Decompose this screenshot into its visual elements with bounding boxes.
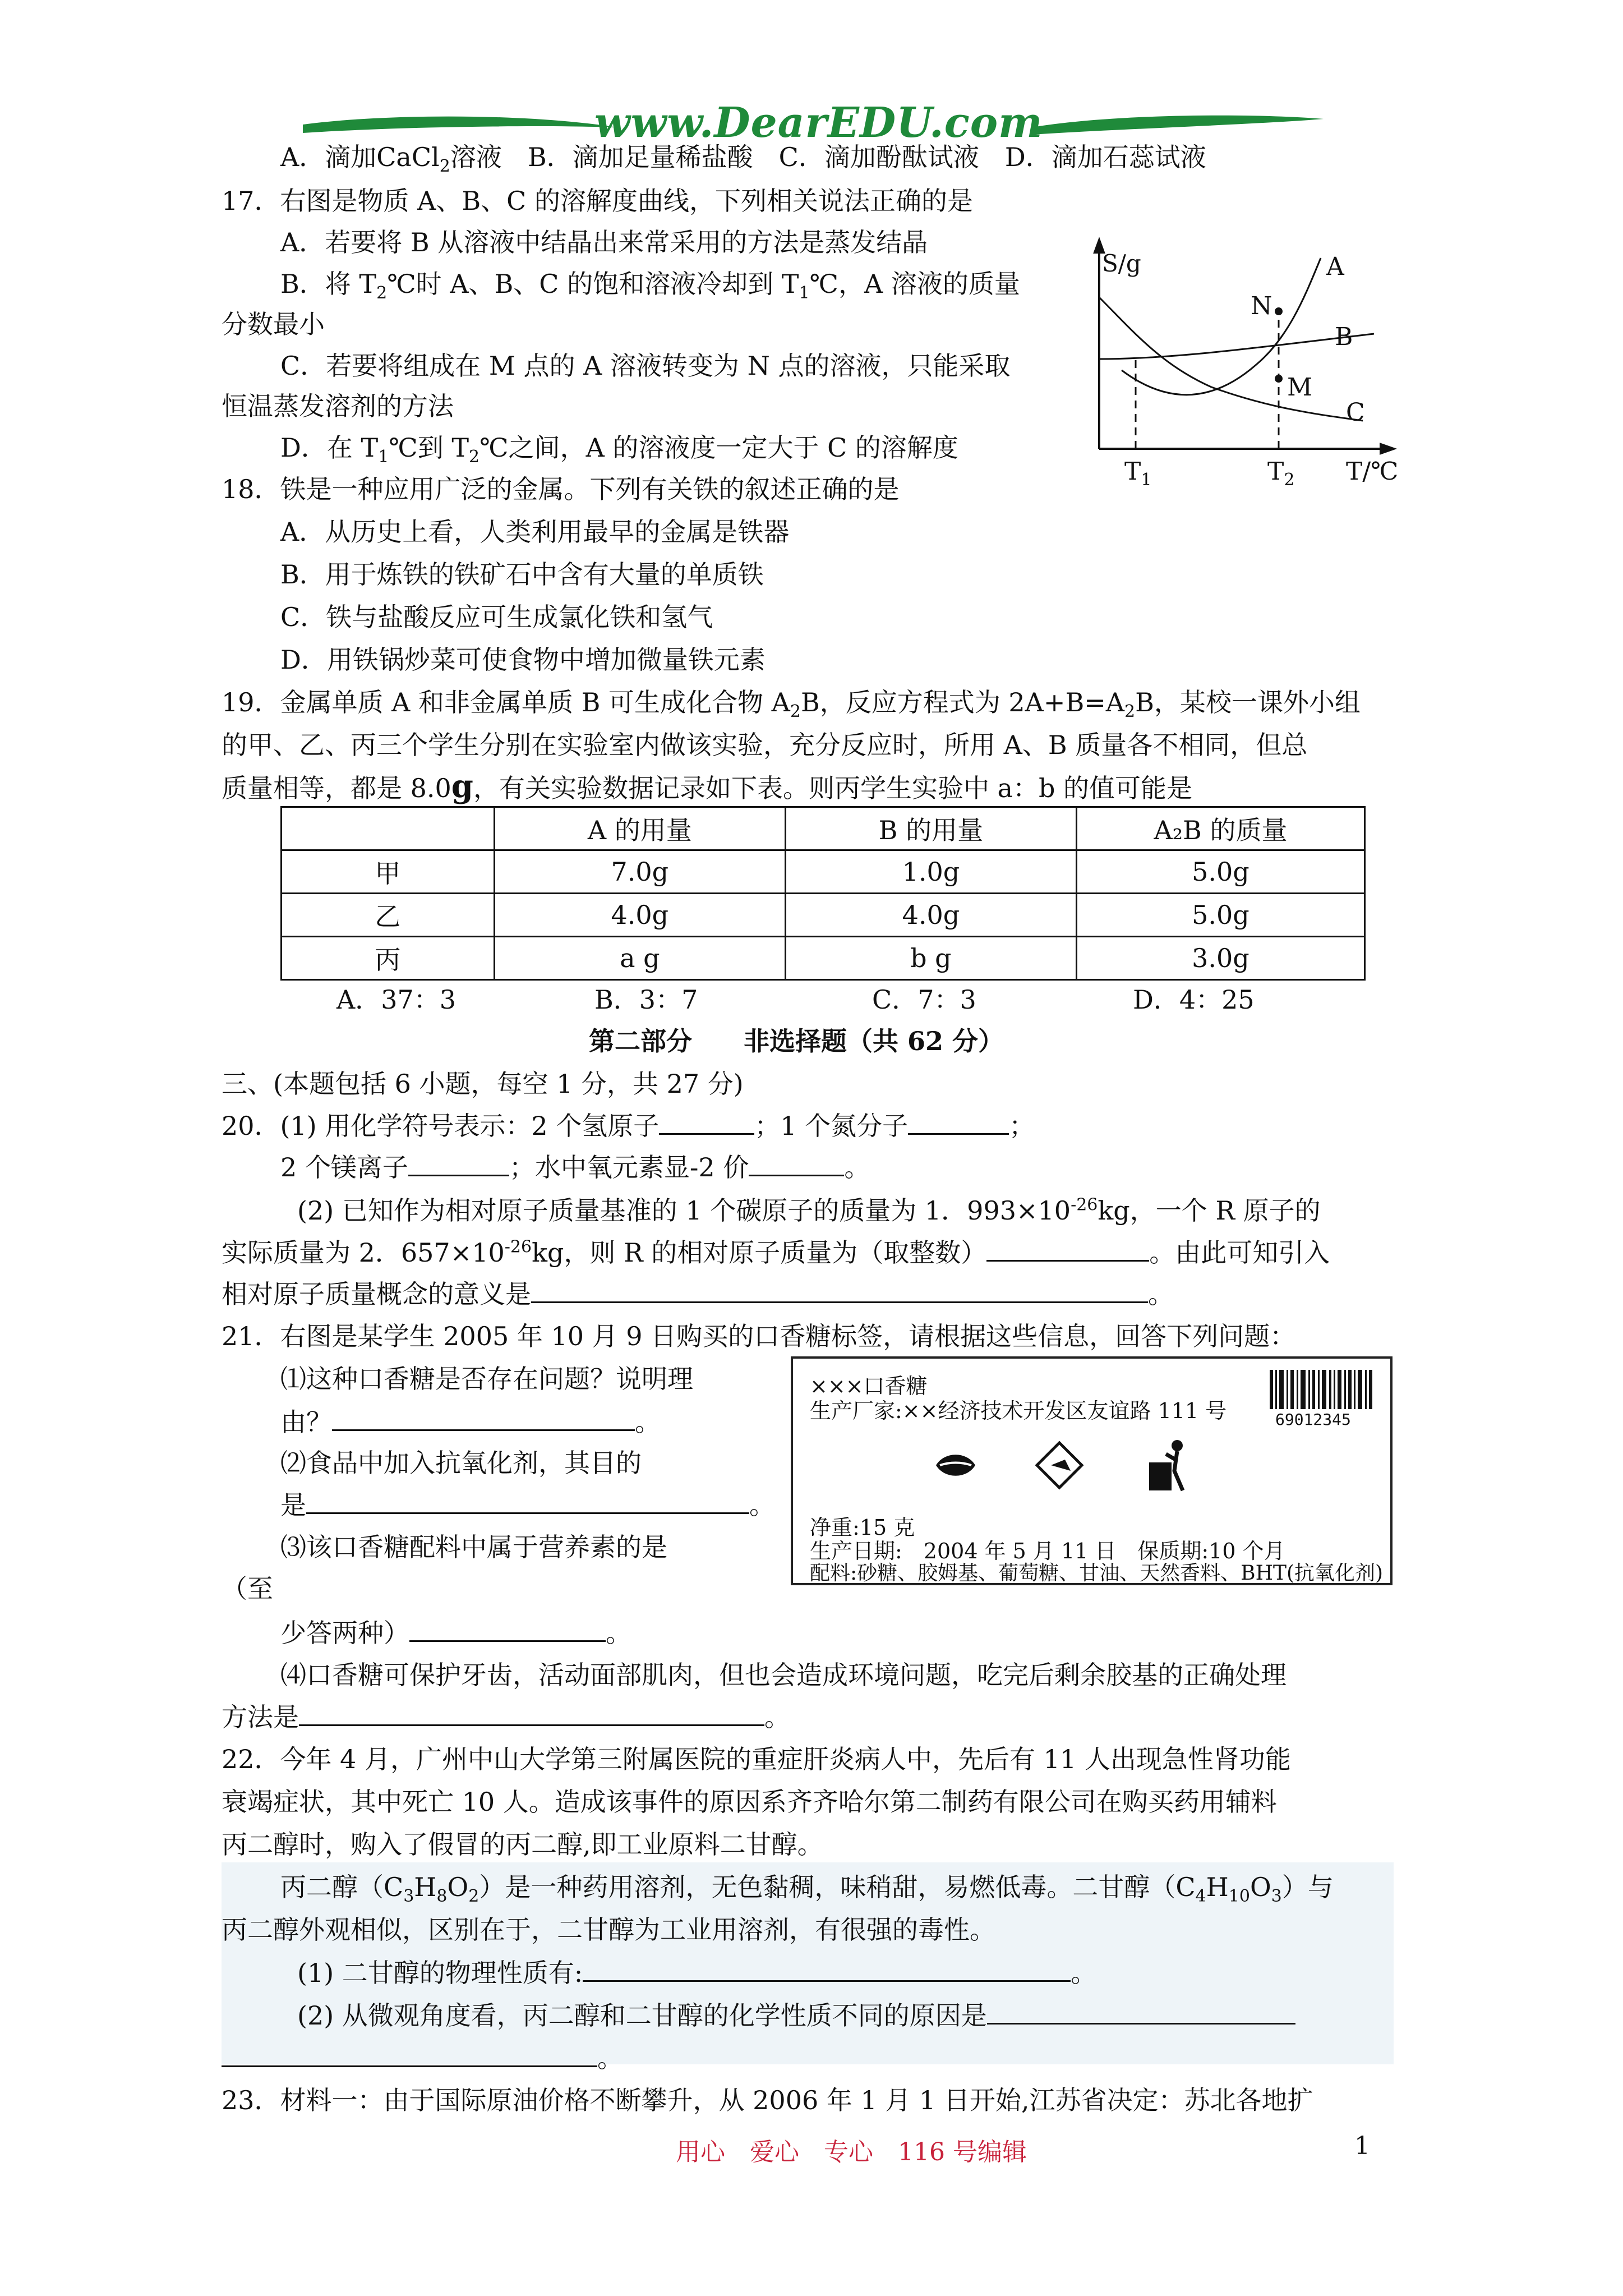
table-cell: 5.0g bbox=[1076, 894, 1364, 937]
footer-text: 用心 爱心 专心 116 号编辑 bbox=[676, 2138, 1027, 2166]
q20-line-5: 相对原子质量概念的意义是 。 bbox=[222, 1277, 1174, 1311]
answer-blank[interactable] bbox=[583, 1955, 1071, 1982]
barcode-number: 69012345 bbox=[1275, 1410, 1351, 1429]
q17-option-c: C．若要将组成在 M 点的 A 溶液转变为 N 点的溶液，只能采取 bbox=[280, 351, 1011, 381]
q20-line-3: (2) 已知作为相对原子质量基准的 1 个碳原子的质量为 1．$993\times 10^{-26}kg$，一个 R 原子的 bbox=[297, 1195, 1321, 1226]
table-cell: 4.0g bbox=[494, 894, 785, 937]
table-cell: b g bbox=[785, 937, 1076, 980]
q17-option-c-cont: 恒温蒸发溶剂的方法 bbox=[222, 391, 454, 421]
answer-blank[interactable] bbox=[659, 1108, 754, 1135]
graph-point-m-label: M bbox=[1287, 373, 1313, 402]
q21-part-3b: （至 bbox=[222, 1573, 273, 1604]
graph-curve-b-label: B bbox=[1335, 323, 1353, 351]
q21-stem: 21．右图是某学生 2005 年 10 月 9 日购买的口香糖标签，请根据这些信息，回答下列问题： bbox=[222, 1321, 1296, 1351]
answer-blank[interactable] bbox=[299, 1700, 764, 1726]
graph-t1-label: $T_1$ bbox=[1124, 457, 1152, 490]
q21-part-1a: ⑴这种口香糖是否存在问题？说明理 bbox=[280, 1364, 693, 1394]
table-header-cell: A 的用量 bbox=[494, 807, 785, 850]
table-row bbox=[282, 894, 1365, 937]
answer-blank[interactable] bbox=[908, 1108, 1009, 1135]
q21-part-3c: 少答两种） 。 bbox=[280, 1616, 631, 1650]
q19-option-d: D．4：25 bbox=[1133, 984, 1255, 1015]
graph-curve-c-label: C bbox=[1346, 398, 1365, 427]
lips-icon bbox=[933, 1448, 978, 1482]
diamond-hand-icon bbox=[1034, 1440, 1090, 1490]
q19-stem-3: 质量相等，都是 8.0g，有关实验数据记录如下表。则丙学生实验中 a：b 的值可能是 bbox=[222, 768, 1193, 805]
q16-options-text: A．滴加CaCl bbox=[280, 142, 440, 172]
table-header-cell: A₂B 的质量 bbox=[1076, 807, 1364, 850]
q19-stem-2: 的甲、乙、丙三个学生分别在实验室内做该实验，充分反应时，所用 A、B 质量各不相同，但总 bbox=[222, 730, 1308, 760]
graph-y-label: S/g bbox=[1102, 250, 1141, 277]
litter-bin-icon bbox=[1141, 1437, 1191, 1493]
answer-blank[interactable] bbox=[531, 1277, 1148, 1303]
gum-label-maker: 生产厂家:××经济技术开发区友谊路 111 号 bbox=[810, 1398, 1227, 1423]
graph-point-n-label: N bbox=[1251, 292, 1272, 320]
q21-part-4a: ⑷口香糖可保护牙齿，活动面部肌肉，但也会造成环境问题，吃完后剩余胶基的正确处理 bbox=[280, 1660, 1287, 1690]
section-three-heading: 三、(本题包括 6 小题，每空 1 分，共 27 分) bbox=[222, 1069, 744, 1099]
q17-stem: 17．右图是物质 A、B、C 的溶解度曲线，下列相关说法正确的是 bbox=[222, 186, 973, 216]
q19-option-c: C．7：3 bbox=[872, 984, 976, 1015]
table-cell: 乙 bbox=[282, 894, 495, 937]
q23-line-1: 23．材料一：由于国际原油价格不断攀升，从 2006 年 1 月 1 日开始,江苏省决定：苏北各地扩 bbox=[222, 2085, 1313, 2115]
table-cell: 甲 bbox=[282, 850, 495, 894]
q19-option-b: B．3：7 bbox=[594, 984, 698, 1015]
answer-blank[interactable] bbox=[409, 1616, 606, 1642]
page-number: 1 bbox=[1354, 2132, 1370, 2160]
table-header-cell bbox=[282, 807, 495, 850]
gum-label-title: ×××口香糖 bbox=[810, 1374, 928, 1398]
subscript: 2 bbox=[439, 157, 450, 177]
site-logo[interactable]: www.DearEDU.com bbox=[594, 99, 1043, 147]
barcode-icon bbox=[1270, 1370, 1376, 1409]
answer-blank[interactable] bbox=[987, 1998, 1295, 2024]
table-cell: 3.0g bbox=[1076, 937, 1364, 980]
table-row bbox=[282, 850, 1365, 894]
graph-curve-a-label: A bbox=[1326, 252, 1344, 281]
q19-option-a: A．37：3 bbox=[336, 984, 457, 1015]
q19-stem-1: 19．金属单质 A 和非金属单质 B 可生成化合物 $A_2B$，反应方程式为 $2A+B=A_2B$，某校一课外小组 bbox=[222, 687, 1361, 722]
answer-blank[interactable] bbox=[222, 2041, 597, 2067]
q22-part-2: (2) 从微观角度看，丙二醇和二甘醇的化学性质不同的原因是 bbox=[297, 1998, 1295, 2032]
q22-part-2-cont: 。 bbox=[222, 2041, 623, 2075]
table-header-row bbox=[282, 807, 1365, 850]
gum-label-net-weight: 净重:15 克 bbox=[810, 1515, 915, 1540]
answer-blank[interactable] bbox=[986, 1235, 1149, 1262]
q22-line-2: 衰竭症状，其中死亡 10 人。造成该事件的原因系齐齐哈尔第二制药有限公司在购买药用辅料 bbox=[222, 1787, 1277, 1817]
q16-options bbox=[280, 140, 1206, 177]
table-cell: 4.0g bbox=[785, 894, 1076, 937]
q21-part-1b: 由？ 。 bbox=[280, 1405, 661, 1439]
answer-blank[interactable] bbox=[408, 1150, 509, 1176]
q17-option-d: D．在 $T_1℃$到 $T_2℃$之间，A 的溶液度一定大于 C 的溶解度 bbox=[280, 432, 958, 467]
q16-options-text-2: 溶液 B．滴加足量稀盐酸 C．滴加酚酞试液 D．滴加石蕊试液 bbox=[450, 142, 1206, 172]
q22-part-1: (1) 二甘醇的物理性质有: 。 bbox=[297, 1955, 1096, 1990]
table-header-cell: B 的用量 bbox=[785, 807, 1076, 850]
table-row bbox=[282, 937, 1365, 980]
q20-line-2: 2 个镁离子 ；水中氧元素显-2 价 。 bbox=[280, 1150, 870, 1184]
q21-part-4b: 方法是 。 bbox=[222, 1700, 790, 1734]
q18-option-c: C．铁与盐酸反应可生成氯化铁和氢气 bbox=[280, 602, 713, 632]
table-cell: 丙 bbox=[282, 937, 495, 980]
q21-part-2b: 是 。 bbox=[280, 1488, 775, 1522]
q17-option-b: B．将 $T_2℃$时 A、B、C 的饱和溶液冷却到 $T_1℃$，A 溶液的质量 bbox=[280, 269, 1020, 303]
q18-option-d: D．用铁锅炒菜可使食物中增加微量铁元素 bbox=[280, 645, 766, 675]
part-two-title: 第二部分 非选择题（共 62 分） bbox=[589, 1026, 1004, 1056]
q22-line-4: 丙二醇$(C_3H_8O_2)$是一种药用溶剂，无色黏稠，味稍甜，易燃低毒。二甘醇$(C_4H_{10}O_3)$与 bbox=[280, 1872, 1334, 1907]
answer-blank[interactable] bbox=[332, 1405, 635, 1431]
gum-label-ingredients: 配料:砂糖、胶姆基、葡萄糖、甘油、天然香料、BHT(抗氧化剂) bbox=[810, 1562, 1384, 1585]
q22-line-5: 丙二醇外观相似，区别在于，二甘醇为工业用溶剂，有很强的毒性。 bbox=[222, 1915, 995, 1945]
answer-blank[interactable] bbox=[749, 1150, 844, 1176]
q21-part-2a: ⑵食品中加入抗氧化剂，其目的 bbox=[280, 1448, 642, 1478]
table-cell: 1.0g bbox=[785, 850, 1076, 894]
table-cell: 7.0g bbox=[494, 850, 785, 894]
table-cell: a g bbox=[494, 937, 785, 980]
table-cell: 5.0g bbox=[1076, 850, 1364, 894]
q17-option-b-cont: 分数最小 bbox=[222, 309, 325, 339]
q21-part-3a: ⑶该口香糖配料中属于营养素的是 bbox=[280, 1532, 667, 1562]
q19-data-table bbox=[280, 806, 1366, 981]
q20-line-4: 实际质量为 2．$657\times 10^{-26}kg$，则 R 的相对原子质量为（取整数） 。由此可知引入 bbox=[222, 1235, 1330, 1269]
q22-line-1: 22．今年 4 月，广州中山大学第三附属医院的重症肝炎病人中，先后有 11 人出现急性肾功能 bbox=[222, 1744, 1291, 1774]
q18-stem: 18．铁是一种应用广泛的金属。下列有关铁的叙述正确的是 bbox=[222, 474, 900, 504]
q18-option-b: B．用于炼铁的铁矿石中含有大量的单质铁 bbox=[280, 559, 764, 590]
q20-line-1: 20．(1) 用化学符号表示：2 个氢原子 ；1 个氮分子 ； bbox=[222, 1108, 1035, 1143]
graph-x-label: T/℃ bbox=[1346, 457, 1399, 486]
gum-label-image bbox=[791, 1356, 1393, 1585]
answer-blank[interactable] bbox=[306, 1488, 749, 1514]
gum-label-dates: 生产日期: 2004 年 5 月 11 日 保质期:10 个月 bbox=[810, 1539, 1285, 1563]
q17-option-a: A．若要将 B 从溶液中结晶出来常采用的方法是蒸发结晶 bbox=[280, 227, 928, 257]
q18-option-a: A．从历史上看，人类利用最早的金属是铁器 bbox=[280, 517, 790, 547]
q22-line-3: 丙二醇时，购入了假冒的丙二醇,即工业原料二甘醇。 bbox=[222, 1829, 823, 1860]
graph-t2-label: $T_2$ bbox=[1267, 457, 1295, 490]
